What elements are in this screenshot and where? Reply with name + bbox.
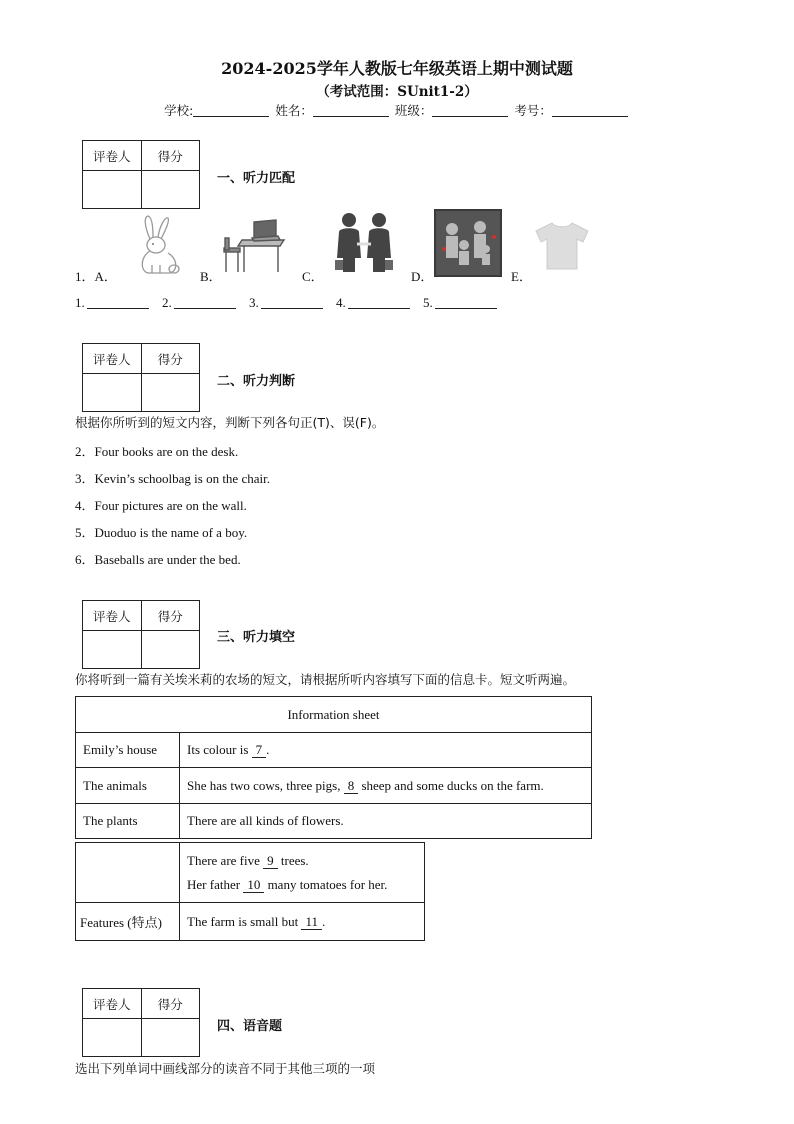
- answer-blank-5[interactable]: [435, 297, 497, 309]
- row-content-animals: [180, 768, 592, 804]
- judgement-item: 3．Kevin’s schoolbag is on the chair.: [75, 471, 270, 486]
- row-text: She has two cows, three pigs,: [187, 777, 344, 793]
- reviewer-label: 评卷人: [83, 141, 142, 171]
- exam-number-label: 考号：: [514, 103, 552, 118]
- row-text: many tomatoes for her.: [264, 876, 388, 892]
- blank-10[interactable]: 10: [243, 878, 264, 893]
- section-2-title: 二、听力判断: [217, 374, 296, 389]
- row-content-features: [180, 903, 425, 941]
- picture-label-b: B．: [200, 269, 222, 284]
- picture-label-a: 1．A．: [75, 269, 117, 284]
- family-photo-icon: [434, 209, 502, 277]
- score-box-1: [82, 140, 200, 209]
- reviewer-label: 评卷人: [83, 344, 142, 374]
- row-content-house: [180, 733, 592, 768]
- exam-scope: （考试范围：SUnit1-2）: [316, 84, 478, 100]
- score-cell[interactable]: [141, 631, 200, 669]
- row-text: .: [321, 913, 326, 929]
- judgement-item: 5．Duoduo is the name of a boy.: [75, 525, 248, 540]
- section-3-title: 三、听力填空: [217, 630, 296, 645]
- score-cell[interactable]: [141, 1019, 200, 1057]
- row-label-house: Emily’s house: [76, 733, 180, 768]
- rabbit-icon: [132, 215, 184, 277]
- information-sheet-table: [75, 696, 592, 839]
- reviewer-cell[interactable]: [83, 631, 142, 669]
- score-cell[interactable]: [141, 374, 200, 412]
- answer-blank-3[interactable]: [261, 297, 323, 309]
- exam-number-blank[interactable]: [552, 105, 628, 117]
- sheet-heading: Information sheet: [76, 697, 592, 733]
- school-blank[interactable]: [193, 105, 269, 117]
- picture-label-c: C．: [302, 269, 324, 284]
- name-label: 姓名：: [275, 103, 313, 118]
- row-content-plants: There are all kinds of flowers.: [180, 804, 592, 839]
- school-label: 学校:: [164, 103, 194, 118]
- section-2-instruction: 根据你所听到的短文内容，判断下列各句正(T)、误(F)。: [75, 415, 385, 430]
- row-label-plants: The plants: [76, 804, 180, 839]
- answer-number: 5.: [423, 295, 433, 310]
- section-3-instruction: 你将听到一篇有关埃米莉的农场的短文，请根据所听内容填写下面的信息卡。短文听两遍。: [75, 672, 576, 687]
- blank-7[interactable]: 7: [252, 743, 267, 758]
- matching-answer-line: [75, 295, 507, 311]
- section-4-title: 四、语音题: [217, 1019, 283, 1034]
- reviewer-cell[interactable]: [83, 374, 142, 412]
- exam-title: 2024-2025学年人教版七年级英语上期中测试题: [221, 59, 573, 78]
- row-text: trees.: [277, 852, 309, 868]
- reviewer-label: 评卷人: [83, 601, 142, 631]
- answer-blank-2[interactable]: [174, 297, 236, 309]
- handshake-icon: [333, 210, 395, 276]
- section-4-instruction: 选出下列单词中画线部分的读音不同于其他三项的一项: [75, 1061, 376, 1076]
- reviewer-cell[interactable]: [83, 1019, 142, 1057]
- reviewer-label: 评卷人: [83, 989, 142, 1019]
- name-blank[interactable]: [313, 105, 389, 117]
- information-sheet-table-continued: [75, 842, 425, 941]
- row-text: sheep and some ducks on the farm.: [358, 777, 544, 793]
- judgement-item: 6．Baseballs are under the bed.: [75, 552, 241, 567]
- answer-blank-1[interactable]: [87, 297, 149, 309]
- picture-label-d: D．: [411, 269, 434, 284]
- desk-laptop-icon: [222, 216, 288, 276]
- reviewer-cell[interactable]: [83, 171, 142, 209]
- row-text: .: [266, 742, 270, 757]
- blank-8[interactable]: 8: [344, 779, 359, 794]
- answer-number: 3.: [249, 295, 259, 310]
- score-cell[interactable]: [141, 171, 200, 209]
- tshirt-icon: [532, 220, 592, 272]
- judgement-item: 2．Four books are on the desk.: [75, 444, 239, 459]
- row-text: Its colour is: [187, 742, 252, 757]
- row-text: The farm is small but: [187, 913, 302, 929]
- student-info-line: [0, 101, 794, 119]
- answer-number: 1.: [75, 295, 85, 310]
- picture-label-e: E．: [511, 269, 532, 284]
- row-content-trees-tomatoes: [180, 843, 425, 903]
- answer-blank-4[interactable]: [348, 297, 410, 309]
- judgement-item: 4．Four pictures are on the wall.: [75, 498, 247, 513]
- score-label: 得分: [141, 989, 200, 1019]
- blank-9[interactable]: 9: [263, 854, 278, 869]
- row-label-features: Features (特点): [76, 903, 180, 941]
- class-blank[interactable]: [432, 105, 508, 117]
- section-1-title: 一、听力匹配: [217, 171, 296, 186]
- row-text: Her father: [187, 876, 244, 892]
- blank-11[interactable]: 11: [301, 915, 322, 930]
- row-text: There are five: [187, 852, 264, 868]
- answer-number: 2.: [162, 295, 172, 310]
- score-box-3: [82, 600, 200, 669]
- answer-number: 4.: [336, 295, 346, 310]
- score-label: 得分: [141, 601, 200, 631]
- score-label: 得分: [141, 141, 200, 171]
- score-box-2: [82, 343, 200, 412]
- row-label-empty: [76, 843, 180, 903]
- class-label: 班级：: [394, 103, 433, 118]
- score-label: 得分: [141, 344, 200, 374]
- row-label-animals: The animals: [76, 768, 180, 804]
- score-box-4: [82, 988, 200, 1057]
